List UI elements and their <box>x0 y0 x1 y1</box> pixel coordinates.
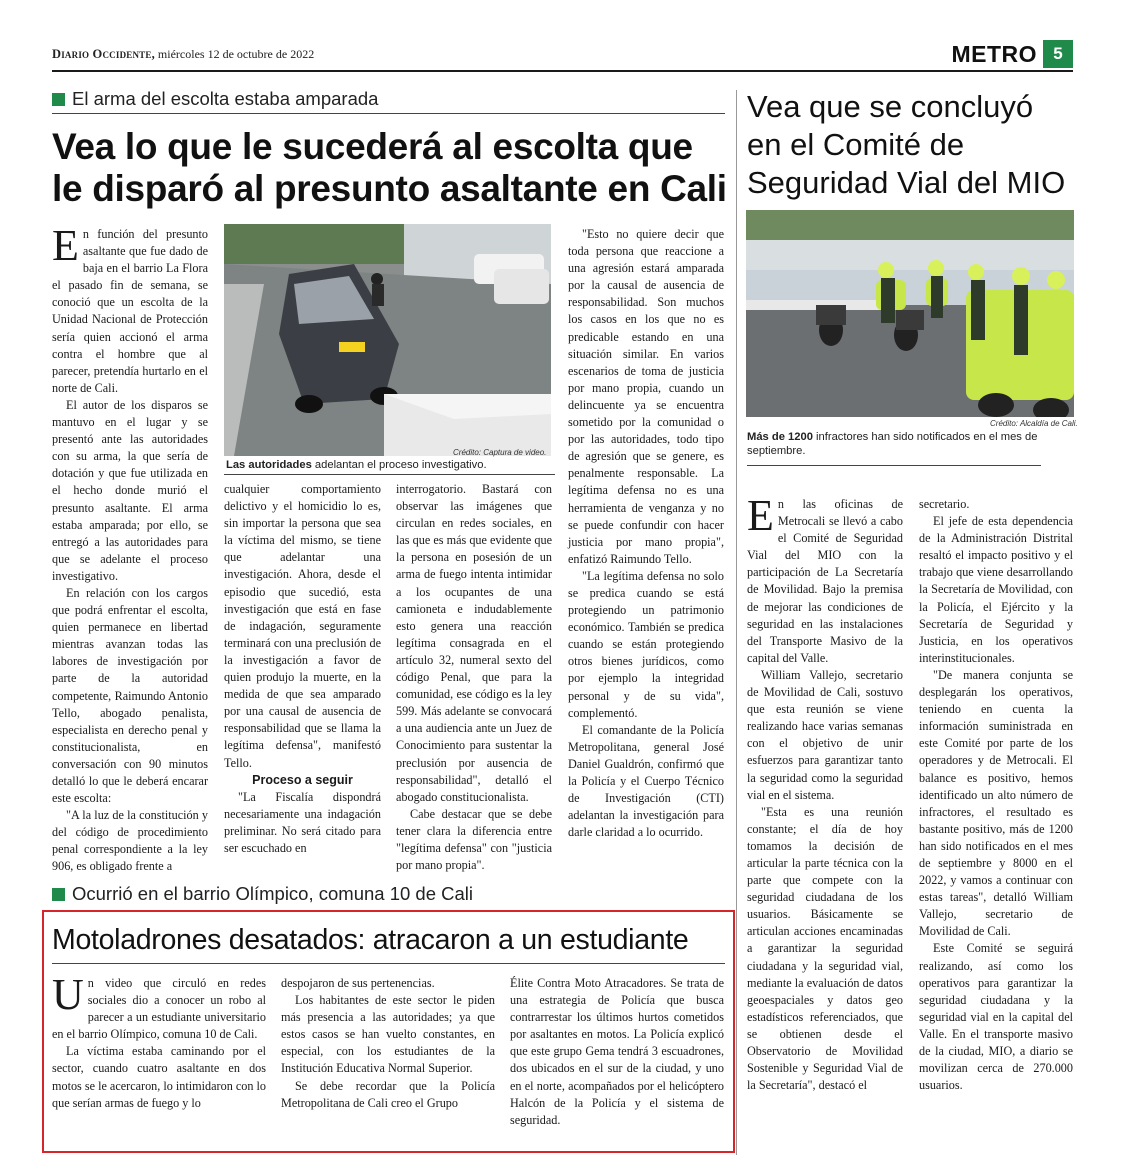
page-number: 5 <box>1043 40 1073 68</box>
story3-column-2 <box>281 975 495 1147</box>
story3-col2c-paragraph: Se debe recordar que la Policía Metropolitana de Cali creo el Grupo <box>281 1078 495 1110</box>
story2-photo <box>746 210 1074 417</box>
story1-headline-line2: le disparó al presunto asaltante en Cali <box>52 168 727 209</box>
story1-column-2 <box>224 481 381 871</box>
story3-col3a-paragraph: Élite Contra Moto Atracadores. Se trata de una estrategia de Policía que busca contrarrestar los últimos hurtos cometidos por asaltantes en motos. La Policía explicó que este grupo Gema tendrá 3 escuadrones, dos ubicados en el sur de la ciudad, y uno en el norte, acompañados por el helicóptero Halcón de la Policía y el sistema de seguridad. <box>510 976 724 1127</box>
story1-photo <box>224 224 551 456</box>
story1-column-3 <box>396 481 552 871</box>
story2-col1a-paragraph: n las oficinas de Metrocali se llevó a cabo el Comité de Seguridad Vial del MIO con la participación de La Secretaría de Movilidad. Bajo la premisa de mejorar las condiciones de seguridad en las instalaciones del Transporte Masivo de la capital del Valle. <box>747 497 903 665</box>
story1-column-1 <box>52 221 208 874</box>
story1-caption-divider <box>224 474 555 475</box>
story3-kicker-text: Ocurrió en el barrio Olímpico, comuna 10 de Cali <box>72 883 474 904</box>
police-motorcycles-image <box>746 210 1074 417</box>
story1-paragraph-3: En relación con los cargos que podrá enfrentar el escolta, quien permanece en libertad mientras avanzan todas las labores de investigación por parte de la autoridad competente, Raimundo Antonio Tello, abogado penalista, especialista en derecho penal y constitucionalista, en conversación con 90 minutos detalló lo que le deberá encarar este escolta: <box>52 585 208 806</box>
story1-paragraph-1: n función del presunto asaltante que fue dado de baja en el barrio La Flora el pasado fin de semana, se conoció que un escolta de la Unidad Nacional de Protección sería quien accionó el arma contra el hombre que al parecer, pretendía hurtarlo en el norte de Cali. <box>52 227 208 395</box>
green-square-icon <box>52 888 65 901</box>
story1-col2-paragraph: cualquier comportamiento delictivo y el homicidio lo es, sin importar la persona que sea la víctima del mismo, se tiene que adelantar una investigación. Ahora, desde el episodio que sucedió, esta investigación que está en fase de indagación, seguramente terminará con una preclusión de la investigación a favor de quien produjo la muerte, en la medida de que sea amparado por una causal de ausencia de responsabilidad que se llama la legítima defensa", manifestó Tello. <box>224 482 381 770</box>
story2-col1b-paragraph: William Vallejo, secretario de Movilidad de Cali, sostuvo que esta reunión se viene realizando hace varias semanas con el objetivo de unir esfuerzos para garantizar tanto la seguridad como la seguridad vial en el sistema. <box>747 667 903 802</box>
story2-photo-caption <box>747 430 1069 458</box>
masthead <box>52 47 314 62</box>
newspaper-brand: Diario Occidente, <box>52 47 155 61</box>
story3-dropcap: U <box>52 970 84 1019</box>
story2-headline-line2: en el Comité de <box>747 127 965 162</box>
story3-col2b-paragraph: Los habitantes de este sector le piden más presencia a las autoridades; ya que estos casos se han vuelto constantes, en especial, con los estudiantes de la Institución Educativa Normal Superior. <box>281 993 495 1076</box>
story1-paragraph-2: El autor de los disparos se mantuvo en el lugar y se presentó ante las autoridades con su arma, la que sería de dotación y que fue utilizada en el hecho donde murió el presunto asaltante. El arma estaba amparada; por ello, se entregó a las autoridades para que se adelante el proceso investigativo. <box>52 397 208 583</box>
story3-kicker <box>52 883 473 905</box>
story3-headline-divider <box>52 963 725 964</box>
story1-column-4 <box>568 226 724 871</box>
header-divider <box>52 70 1073 72</box>
story2-col1c-paragraph: "Esta es una reunión constante; el día de hoy tomamos la decisión de articular la parte técnica con la parte que compete con la seguridad ciudadana de los usuarios. Básicamente se articulan acciones encaminadas a garantizar la seguridad ciudadana y la seguridad vial, mediante la evaluación de datos geoespaciales y datos geo estadísticos referenciados, que se obtienen desde el Observatorio de Movilidad Sostenible y Seguridad Vial de la Secretaría", destacó el <box>747 804 903 1093</box>
story2-column-1 <box>747 491 903 1156</box>
section-name: METRO <box>951 40 1037 67</box>
story3-col2a-paragraph: despojaron de sus pertenencias. <box>281 976 435 990</box>
story2-col2c-paragraph: "De manera conjunta se desplegarán los operativos, teniendo en cuenta la información suministrada en este Comité por parte de los operadores y de Metrocali. El balance es positivo, hemos identificado un alto número de infractores, el resultado es bastante positivo, más de 1200 han sido notificados en el mes de septiembre y 8000 en el 2022, y vamos a continuar con estas tareas", detalló William Vallejo, secretario de Movilidad de Cali. <box>919 667 1073 939</box>
story2-col2d-paragraph: Este Comité se seguirá realizando, así como los operativos para garantizar la seguridad ciudadana y la seguridad vial en la capital del Valle. En el transporte masivo de la ciudad, MIO, a diario se movilizan cerca de 270.000 usuarios. <box>919 941 1073 1093</box>
story3-column-3 <box>510 975 724 1147</box>
story3-headline: Motoladrones desatados: atracaron a un estudiante <box>52 924 689 956</box>
story1-photo-credit: Crédito: Captura de video. <box>453 448 547 457</box>
story1-caption-bold: Las autoridades <box>226 459 312 471</box>
story1-paragraph-4: "A la luz de la constitución y del código de procedimiento penal correspondiente a la ley 906, es obligado frente a <box>52 808 208 874</box>
story1-subhead: Proceso a seguir <box>252 772 353 787</box>
green-square-icon <box>52 93 65 106</box>
story1-col4b-paragraph: "La legítima defensa no solo se predica cuando se está protegiendo un patrimonio económico. También se predica cuando se están protegiendo otros bienes jurídicos, como por ejemplo la integridad personal y de su vida", complementó. <box>568 568 724 720</box>
story2-caption-bold: Más de 1200 <box>747 431 813 443</box>
story2-headline <box>747 88 1077 202</box>
story2-col2b-paragraph: El jefe de esta dependencia de la Administración Distrital resaltó el impacto positivo y el trabajo que viene desarrollando la Secretaría de Movilidad, con la Policía, el Ejército y la Secretaría de Seguridad y Justicia, en los operativos interinstitucionales. <box>919 514 1073 665</box>
story1-col3b-paragraph: Cabe destacar que se debe tener clara la diferencia entre "legítima defensa" con "justicia por mano propia". <box>396 806 552 873</box>
story1-col4c-paragraph: El comandante de la Policía Metropolitana, general José Daniel Gualdrón, confirmó que la Policía y el Cuerpo Técnico de Investigación (CTI) adelantan la investigación para darle claridad a lo ocurrido. <box>568 722 724 840</box>
story3-column-1 <box>52 970 266 1147</box>
story1-caption-rest: adelantan el proceso investigativo. <box>311 459 487 471</box>
story2-column-2 <box>919 496 1073 1156</box>
story1-headline-line1: Vea lo que le sucederá al escolta que <box>52 126 693 167</box>
story1-kicker-text: El arma del escolta estaba amparada <box>72 88 379 109</box>
story2-headline-line3: Seguridad Vial del MIO <box>747 165 1066 200</box>
story2-photo-credit: Crédito: Alcaldía de Cali. <box>990 419 1078 428</box>
story1-col3-paragraph: interrogatorio. Bastará con observar las imágenes que circulan en redes sociales, en las que es más que evidente que la persona en posesión de un arma de fuego intenta intimidar a los ocupantes de una camioneta e indudablemente esto genera una reacción legítima consagrada en el artículo 32, numeral sexto del código Penal, que para la comunidad, ese código es la ley 599. Más adelante se convocará a una audiencia ante un Juez de Conocimiento para sustentar la preclusión por ausencia de responsabilidad", detalló el abogado constitucionalista. <box>396 482 552 804</box>
story1-photo-caption <box>226 458 556 472</box>
story3-col1a-paragraph: n video que circuló en redes sociales dio a conocer un robo al parecer a un estudiante universitario en el barrio Olímpico, comuna 10 de Cali. <box>52 976 266 1042</box>
story1-kicker <box>52 88 378 110</box>
section-label <box>951 40 1073 68</box>
story1-headline <box>52 126 742 210</box>
story1-col2b-paragraph: "La Fiscalía dispondrá necesariamente una indagación preliminar. No será citado para ser escuchado en <box>224 789 381 855</box>
street-scene-image <box>224 224 551 456</box>
column-divider <box>736 90 737 1155</box>
story1-dropcap: E <box>52 221 79 270</box>
story2-dropcap: E <box>747 491 774 540</box>
story2-caption-divider <box>747 465 1041 466</box>
story1-col4a-paragraph: "Esto no quiere decir que toda persona que reaccione a una agresión estará amparada por la causal de ausencia de responsabilidad. Son muchos los casos en los que no es predicable estando en una situación similar. En varios escenarios de toma de justicia por mano propia, cuando un delincuente ya se encuentra sometido por la comunidad o por las autoridades, todo tipo de agresión que se genere, es penalmente responsable. La legítima defensa no es una herramienta de venganza y no se puede confundir con hacer justicia por mano propia", enfatizó Raimundo Tello. <box>568 227 724 566</box>
story1-kicker-divider <box>52 113 725 114</box>
issue-date: miércoles 12 de octubre de 2022 <box>157 47 315 61</box>
story3-col1b-paragraph: La víctima estaba caminando por el sector, cuando cuatro asaltante en dos motos se le acercaron, lo intimidaron con lo que serían armas de fuego y lo <box>52 1044 266 1110</box>
story2-col2a-paragraph: secretario. <box>919 497 970 511</box>
story2-headline-line1: Vea que se concluyó <box>747 89 1034 124</box>
story2-caption-rest: infractores han sido notificados en el mes de septiembre. <box>747 431 1038 457</box>
